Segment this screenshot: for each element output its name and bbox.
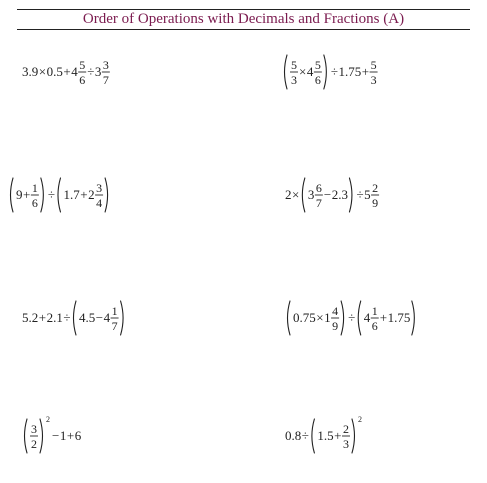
problem-1	[20, 52, 115, 92]
expr-token: +	[80, 187, 88, 202]
expr-token: 0.5	[46, 64, 63, 79]
denominator: 7	[111, 319, 118, 333]
whole-number: 4	[103, 310, 111, 325]
denominator: 7	[102, 73, 109, 87]
denominator: 2	[31, 437, 37, 451]
numerator: 2	[372, 181, 379, 195]
numerator: 3	[96, 181, 103, 195]
expr-token: 1.7	[63, 187, 80, 202]
expr-token: ×	[292, 187, 300, 202]
title-bottom-rule	[17, 29, 470, 30]
numerator: 5	[79, 58, 86, 72]
expr-token: ÷	[348, 310, 356, 325]
expr-token: +	[38, 310, 47, 325]
whole-number: 4	[71, 64, 78, 79]
expr-token: +	[361, 64, 370, 79]
close-paren	[41, 178, 44, 212]
denominator: 6	[314, 73, 321, 87]
expr-token: ÷	[330, 64, 338, 79]
open-paren	[11, 178, 14, 212]
denominator: 9	[372, 196, 379, 210]
expr-token: 1.75	[338, 64, 362, 79]
numerator: 3	[102, 58, 109, 72]
expr-token: 1	[59, 428, 67, 443]
denominator: 3	[370, 73, 377, 87]
whole-number: 4	[306, 64, 314, 79]
expr-token: 2.3	[331, 187, 348, 202]
close-paren	[40, 419, 43, 453]
denominator: 3	[342, 437, 349, 451]
expr-token: +	[334, 428, 342, 443]
expr-token: 1.75	[387, 310, 411, 325]
open-paren	[73, 301, 76, 335]
expr-token: 4.5	[78, 310, 96, 325]
expr-token: +	[63, 64, 71, 79]
expr-token: +	[379, 310, 388, 325]
problem-3	[6, 175, 117, 215]
close-paren	[412, 301, 415, 335]
numerator: 5	[370, 58, 377, 72]
denominator: 6	[79, 73, 86, 87]
expr-token: ×	[299, 64, 307, 79]
close-paren	[352, 419, 355, 453]
close-paren	[105, 178, 108, 212]
expr-token: ×	[38, 64, 47, 79]
expr-token: ×	[316, 310, 324, 325]
numerator: 4	[332, 304, 339, 318]
numerator: 6	[315, 181, 322, 195]
open-paren	[302, 178, 305, 212]
expr-token: 1.5	[317, 428, 334, 443]
whole-number: 2	[88, 187, 95, 202]
numerator: 2	[342, 422, 349, 436]
problem-8	[283, 416, 368, 456]
denominator: 6	[31, 196, 38, 210]
expr-token: +	[23, 187, 31, 202]
denominator: 3	[291, 73, 297, 87]
denominator: 6	[371, 319, 378, 333]
problem-5	[20, 298, 132, 338]
open-paren	[285, 55, 288, 89]
expr-token: ÷	[356, 187, 364, 202]
exponent: 2	[357, 415, 362, 424]
expr-token: −	[323, 187, 332, 202]
problem-2	[280, 52, 383, 92]
expr-token: 0.8	[285, 428, 302, 443]
open-paren	[58, 178, 61, 212]
close-paren	[341, 301, 344, 335]
numerator: 5	[291, 58, 297, 72]
numerator: 1	[371, 304, 378, 318]
expr-token: ÷	[47, 187, 55, 202]
whole-number: 4	[363, 310, 371, 325]
expr-token: 5.2	[22, 310, 39, 325]
expr-token: 6	[74, 428, 82, 443]
whole-number: 3	[94, 64, 102, 79]
problem-4	[283, 175, 385, 215]
expr-token: 9	[16, 187, 23, 202]
denominator: 9	[332, 319, 339, 333]
expr-token: 0.75	[293, 310, 316, 325]
close-paren	[121, 301, 124, 335]
open-paren	[312, 419, 315, 453]
denominator: 4	[96, 196, 103, 210]
exponent: 2	[46, 415, 50, 424]
open-paren	[288, 301, 291, 335]
whole-number: 3	[307, 187, 315, 202]
expr-token: 3.9	[22, 64, 39, 79]
close-paren	[349, 178, 352, 212]
denominator: 7	[315, 196, 322, 210]
title-top-rule	[17, 9, 470, 10]
worksheet-title: Order of Operations with Decimals and Fractions (A)	[82, 11, 405, 27]
numerator: 3	[31, 422, 37, 436]
open-paren	[358, 301, 361, 335]
expr-token: −	[95, 310, 104, 325]
expr-token: 2	[285, 187, 292, 202]
open-paren	[25, 419, 28, 453]
expr-token: ÷	[63, 310, 71, 325]
whole-number: 5	[364, 187, 371, 202]
close-paren	[324, 55, 327, 89]
expr-token: +	[66, 428, 75, 443]
expr-token: ÷	[301, 428, 309, 443]
whole-number: 1	[324, 310, 331, 325]
expr-token: 2.1	[46, 310, 63, 325]
numerator: 1	[111, 304, 118, 318]
problem-7	[20, 416, 86, 456]
expr-token: −	[52, 428, 60, 443]
numerator: 5	[314, 58, 321, 72]
problem-6	[283, 298, 423, 338]
expr-token: ÷	[87, 64, 95, 79]
numerator: 1	[31, 181, 38, 195]
